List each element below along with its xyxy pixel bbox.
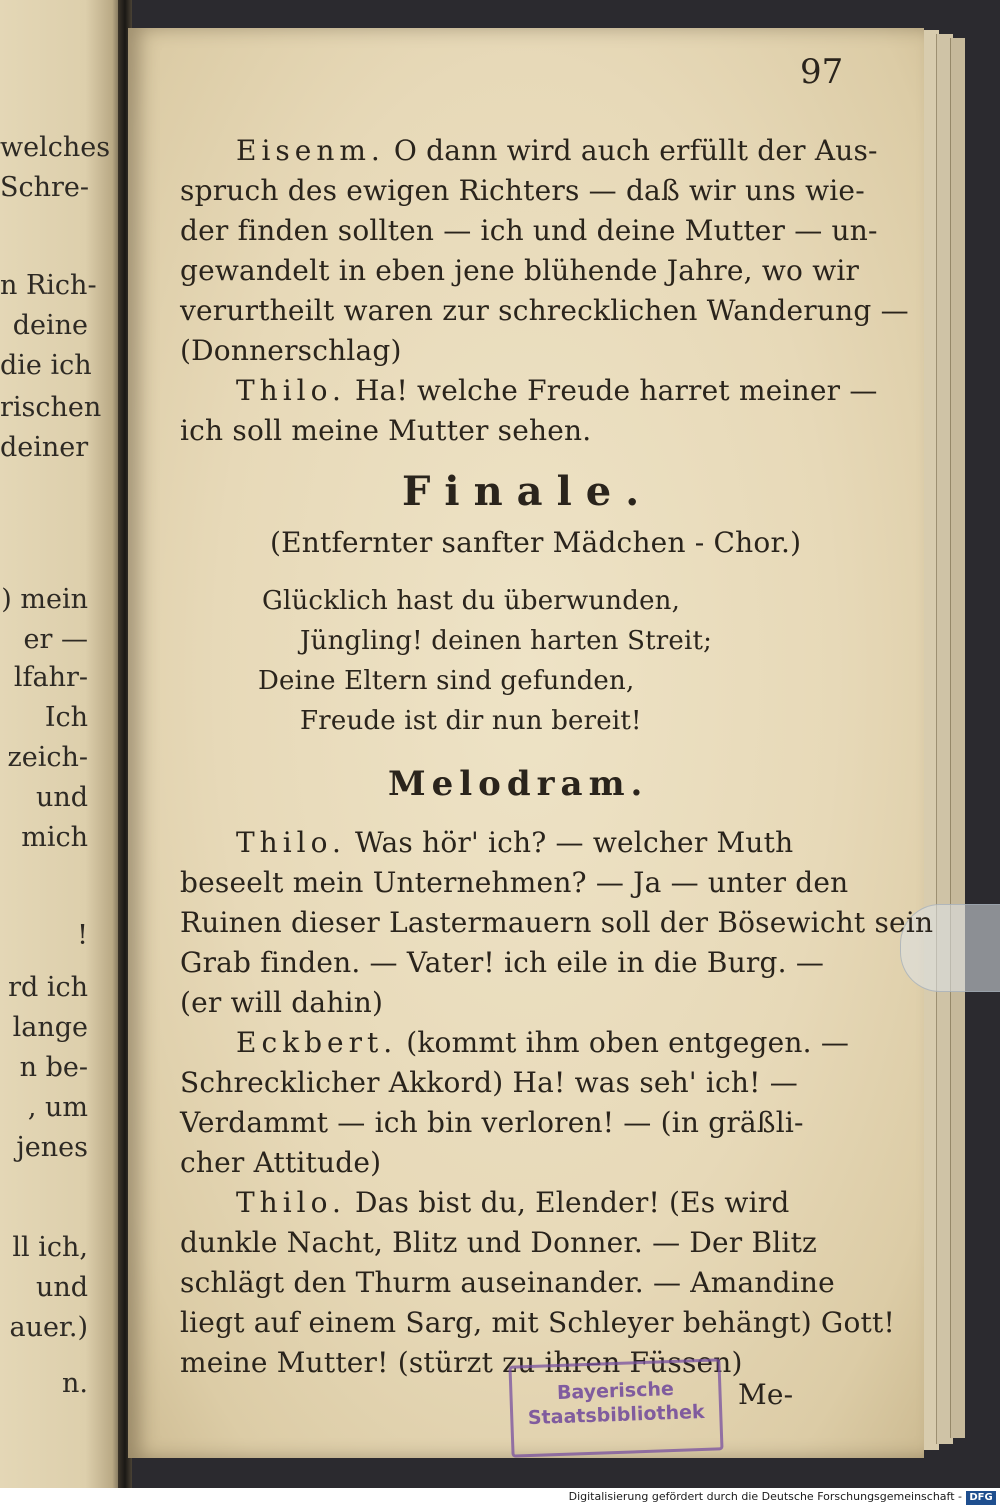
chorus-stage-direction: (Entfernter sanfter Mädchen - Chor.) bbox=[270, 526, 802, 559]
library-stamp bbox=[508, 1358, 723, 1457]
line-text: Verdammt — ich bin verloren! — (in gräßli- bbox=[180, 1106, 804, 1139]
speech-line bbox=[236, 1026, 849, 1059]
line-text: Ruinen dieser Lastermauern soll der Bösewicht sein bbox=[180, 906, 934, 939]
previous-page-line: Ich bbox=[44, 702, 88, 733]
catchword: Me- bbox=[738, 1378, 794, 1411]
previous-page-line: welches bbox=[0, 132, 111, 163]
line-text: Ha! welche Freude harret meiner — bbox=[345, 374, 878, 407]
previous-page-line: deine bbox=[12, 310, 88, 341]
stamp-line: Bayerische bbox=[556, 1377, 675, 1405]
speech-line bbox=[236, 826, 793, 859]
text-line bbox=[180, 1106, 804, 1139]
previous-page-line: jenes bbox=[16, 1132, 88, 1163]
line-text: spruch des ewigen Richters — daß wir uns wie- bbox=[180, 174, 865, 207]
text-line bbox=[180, 866, 848, 899]
previous-page-line: rd ich bbox=[8, 972, 88, 1003]
previous-page-line: n. bbox=[62, 1368, 88, 1399]
previous-page-line: die ich bbox=[0, 350, 92, 381]
speaker-name: Thilo. bbox=[236, 1186, 346, 1219]
text-line bbox=[180, 254, 859, 287]
line-text: (Donnerschlag) bbox=[180, 334, 402, 367]
line-text: (kommt ihm oben entgegen. — bbox=[397, 1026, 850, 1059]
line-text: verurtheilt waren zur schrecklichen Wanderung — bbox=[180, 294, 909, 327]
text-line bbox=[180, 986, 383, 1019]
text-line bbox=[180, 1266, 835, 1299]
line-text: (er will dahin) bbox=[180, 986, 384, 1019]
line-text: der finden sollten — ich und deine Mutter — un- bbox=[180, 214, 878, 247]
previous-page-line: und bbox=[35, 782, 88, 813]
speaker-name: Eckbert. bbox=[236, 1026, 398, 1059]
finale-heading: Finale. bbox=[402, 468, 654, 515]
text-line bbox=[180, 334, 402, 367]
previous-page-line: und bbox=[35, 1272, 88, 1303]
previous-page-line: auer.) bbox=[9, 1312, 88, 1343]
speaker-name: Thilo. bbox=[236, 826, 346, 859]
speech-line bbox=[236, 374, 878, 407]
verse-line: Freude ist dir nun bereit! bbox=[300, 706, 642, 736]
speech-line bbox=[236, 134, 878, 167]
text-line bbox=[180, 1146, 381, 1179]
previous-page-line: ) mein bbox=[1, 584, 88, 615]
previous-page-line: ! bbox=[77, 920, 88, 951]
melodram-heading: Melodram. bbox=[388, 764, 649, 804]
speaker-name: Thilo. bbox=[236, 374, 346, 407]
text-line bbox=[180, 414, 591, 447]
previous-page-line: Schre- bbox=[0, 172, 90, 203]
text-line bbox=[180, 906, 933, 939]
text-line bbox=[180, 1306, 895, 1339]
line-text: beseelt mein Unternehmen? — Ja — unter den bbox=[180, 866, 849, 899]
page-edge bbox=[950, 38, 965, 1438]
line-text: O dann wird auch erfüllt der Aus- bbox=[384, 134, 878, 167]
text-line bbox=[180, 1066, 798, 1099]
text-line bbox=[180, 294, 909, 327]
line-text: Das bist du, Elender! (Es wird bbox=[345, 1186, 790, 1219]
previous-page-line: zeich- bbox=[7, 742, 88, 773]
previous-page-line: ll ich, bbox=[12, 1232, 88, 1263]
line-text: meine Mutter! (stürzt zu ihren Füssen) bbox=[180, 1346, 743, 1379]
speaker-name: Eisenm. bbox=[236, 134, 385, 167]
line-text: ich soll meine Mutter sehen. bbox=[180, 414, 592, 447]
line-text: gewandelt in eben jene blühende Jahre, wo wir bbox=[180, 254, 860, 287]
line-text: liegt auf einem Sarg, mit Schleyer behängt) Gott! bbox=[180, 1306, 895, 1339]
stamp-line: Staatsbibliothek bbox=[527, 1400, 705, 1430]
line-text: cher Attitude) bbox=[180, 1146, 382, 1179]
line-text: dunkle Nacht, Blitz und Donner. — Der Blitz bbox=[180, 1226, 817, 1259]
text-line bbox=[180, 214, 878, 247]
previous-page-line: rischen bbox=[0, 392, 102, 423]
speech-line bbox=[236, 1186, 789, 1219]
dfg-logo: DFG bbox=[966, 1491, 996, 1505]
text-line bbox=[180, 1226, 817, 1259]
previous-page-line: n be- bbox=[19, 1052, 88, 1083]
text-line bbox=[180, 946, 824, 979]
text-line bbox=[180, 174, 865, 207]
verse-line: Deine Eltern sind gefunden, bbox=[258, 666, 635, 696]
verse-line: Jüngling! deinen harten Streit; bbox=[300, 626, 713, 656]
previous-page-line: deiner bbox=[0, 432, 89, 463]
line-text: schlägt den Thurm auseinander. — Amandine bbox=[180, 1266, 835, 1299]
previous-page-line: n Rich- bbox=[0, 270, 97, 301]
page-number: 97 bbox=[800, 52, 844, 92]
line-text: Grab finden. — Vater! ich eile in die Burg. — bbox=[180, 946, 825, 979]
previous-page-line: er — bbox=[23, 624, 88, 655]
verse-line: Glücklich hast du überwunden, bbox=[262, 586, 681, 616]
previous-page-line: lfahr- bbox=[13, 662, 88, 693]
previous-page-line: , um bbox=[27, 1092, 88, 1123]
funding-credit: Digitalisierung gefördert durch die Deutsche Forschungsgemeinschaft - bbox=[568, 1490, 962, 1503]
line-text: Schrecklicher Akkord) Ha! was seh' ich! — bbox=[180, 1066, 798, 1099]
previous-page-line: mich bbox=[21, 822, 88, 853]
line-text: Was hör' ich? — welcher Muth bbox=[345, 826, 794, 859]
previous-page-line: lange bbox=[12, 1012, 88, 1043]
